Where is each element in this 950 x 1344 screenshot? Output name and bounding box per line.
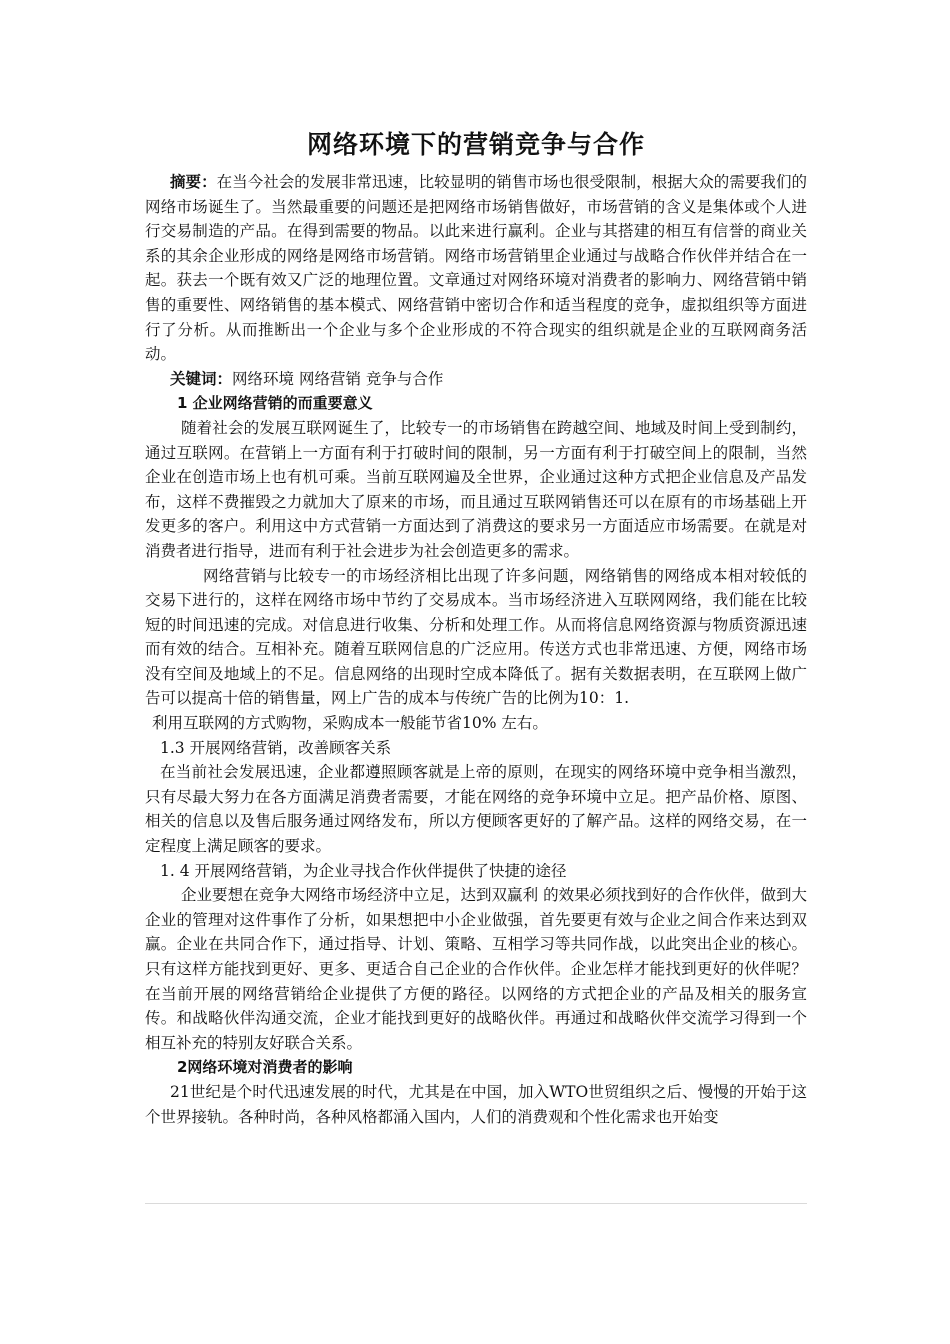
section-1-4-paragraph: 企业要想在竞争大网络市场经济中立足，达到双赢利 的效果必须找到好的合作伙伴，做到大企业的管理对这件事作了分析，如果想把中小企业做强，首先要更有效与企业之间合作来达到双赢。企业在共同合作下，通过指导、计划、策略、互相学习等共同作战，以此突出企业的核心。只有这样方能找到更好、更多、更适合自己企业的合作伙伴。企业怎样才能找到更好的伙伴呢？在当前开展的网络营销给企业提供了方便的路径。以网络的方式把企业的产品及相关的服务宣传。和战略伙伴沟通交流，企业才能找到更好的战略伙伴。再通过和战略伙伴交流学习得到一个相互补充的特别友好联合关系。 <box>145 886 807 1052</box>
page-bottom-rule <box>145 1203 807 1204</box>
section-1-heading: 1 企业网络营销的而重要意义 <box>177 394 373 413</box>
keywords-line <box>145 367 807 392</box>
section-1-3-paragraph: 在当前社会发展迅速，企业都遵照顾客就是上帝的原则，在现实的网络环境中竞争相当激烈，只有尽最大努力在各方面满足消费者需要，才能在网络的竞争环境中立足。把产品价格、原图、相关的信息以及售后服务通过网络发布，所以方便顾客更好的了解产品。这样的网络交易，在一定程度上满足顾客的要求。 <box>145 763 807 856</box>
document-page <box>145 128 807 1129</box>
section-2-heading: 2网络环境对消费者的影响 <box>177 1058 353 1077</box>
keywords-text: 网络环境 网络营销 竞争与合作 <box>232 369 444 388</box>
section-1-paragraph-1: 随着社会的发展互联网诞生了，比较专一的市场销售在跨越空间、地域及时间上受到制约，通过互联网。在营销上一方面有利于打破时间的限制，另一方面有利于打破空间上的限制，当然企业在创造市场上也有机可乘。当前互联网遍及全世界，企业通过这种方式把企业信息及产品发布，这样不费摧毁之力就加大了原来的市场，而且通过互联网销售还可以在原有的市场基础上开发更多的客户。利用这中方式营销一方面达到了消费这的要求另一方面适应市场需要。在就是对消费者进行指导，进而有利于社会进步为社会创造更多的需求。 <box>145 418 807 560</box>
abstract-paragraph <box>145 170 807 367</box>
keywords-label: 关键词： <box>170 369 233 388</box>
section-1-paragraph-2: 网络营销与比较专一的市场经济相比出现了许多问题，网络销售的网络成本相对较低的交易下进行的，这样在网络市场中节约了交易成本。当市场经济进入互联网网络，我们能在比较短的时间迅速的完成。对信息进行收集、分析和处理工作。从而将信息网络资源与物质资源迅速而有效的结合。互相补充。随着互联网信息的广泛应用。传送方式也非常迅速、方便，网络市场没有空间及地域上的不足。信息网络的出现时空成本降低了。据有关数据表明，在互联网上做广告可以提高十倍的销售量，网上广告的成本与传统广告的比例为10：1. <box>145 566 807 708</box>
abstract-label: 摘要： <box>170 173 217 191</box>
section-1-paragraph-3: 利用互联网的方式购物，采购成本一般能节省10% 左右。 <box>152 714 548 733</box>
abstract-text: 在当今社会的发展非常迅速，比较显明的销售市场也很受限制，根据大众的需要我们的网络市场诞生了。当然最重要的问题还是把网络市场销售做好，市场营销的含义是集体或个人进行交易制造的产品。在得到需要的物品。以此来进行赢利。企业与其搭建的相互有信誉的商业关系的其余企业形成的网络是网络市场营销。网络市场营销里企业通过与战略合作伙伴并结合在一起。获去一个既有效又广泛的地理位置。文章通过对网络环境对消费者的影响力、网络营销中销售的重要性、网络销售的基本模式、网络营销中密切合作和适当程度的竞争，虚拟组织等方面进行了分析。从而推断出一个企业与多个企业形成的不符合现实的组织就是企业的互联网商务活动。 <box>145 173 807 364</box>
section-1-3-heading: 1.3 开展网络营销，改善顾客关系 <box>160 738 392 757</box>
document-title: 网络环境下的营销竞争与合作 <box>306 130 645 159</box>
section-2-paragraph: 21世纪是个时代迅速发展的时代，尤其是在中国，加入WTO世贸组织之后、慢慢的开始于这个世界接轨。各种时尚，各种风格都涌入国内，人们的消费观和个性化需求也开始变 <box>145 1082 807 1126</box>
section-1-4-heading: 1. 4 开展网络营销，为企业寻找合作伙伴提供了快捷的途径 <box>160 861 567 880</box>
